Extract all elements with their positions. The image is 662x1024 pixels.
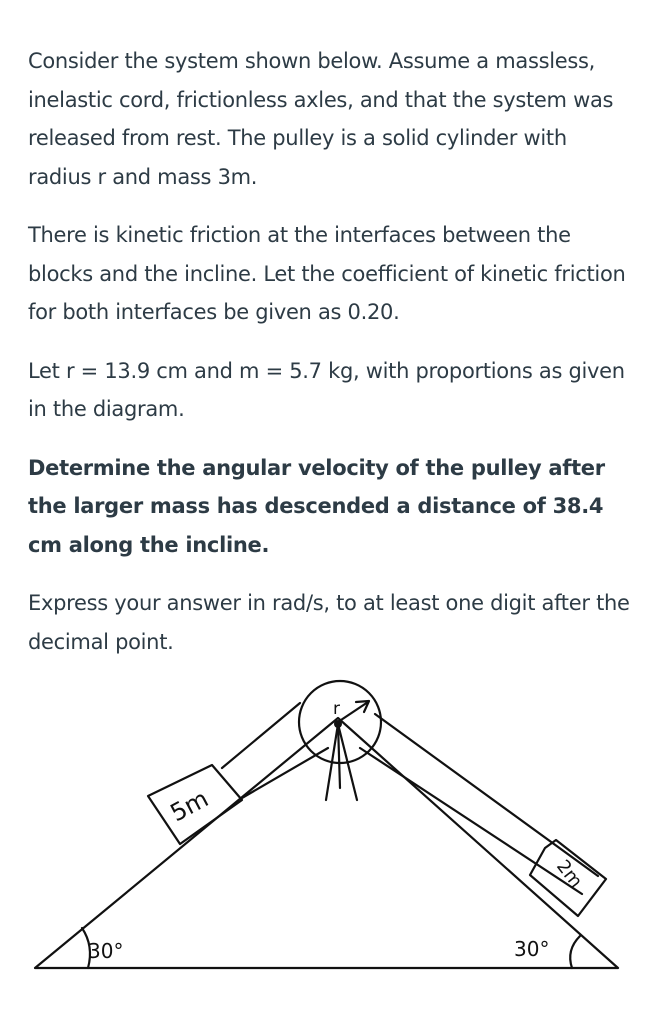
values-paragraph: Let r = 13.9 cm and m = 5.7 kg, with proportions as given in the diagram. [28,358,625,421]
pulley-axle [334,720,342,728]
right-angle-label: 30° [514,937,550,961]
intro-paragraph: Consider the system shown below. Assume a massless, inelastic cord, frictionless axles, and that the system was released from rest. The pulley is a solid cylinder with radius r and mass 3m. [28,49,614,189]
problem-text [28,42,634,681]
right-block-label: 2m [552,856,587,892]
answer-format-paragraph: Express your answer in rad/s, to at least one digit after the decimal point. [28,591,630,654]
question-paragraph: Determine the angular velocity of the pulley after the larger mass has descended a distance of 38.4 cm along the incline. [28,455,605,557]
incline-pulley-diagram [0,670,662,1024]
radius-label: r [333,699,340,719]
left-angle-label: 30° [88,939,124,963]
right-angle-arc [570,936,580,968]
left-block-label: 5m [165,784,213,828]
right-cord-lower [360,748,582,894]
incline-triangle [35,718,618,968]
friction-paragraph: There is kinetic friction at the interfaces between the blocks and the incline. Let the coefficient of kinetic friction for both interfaces be given as 0.20. [28,223,626,324]
